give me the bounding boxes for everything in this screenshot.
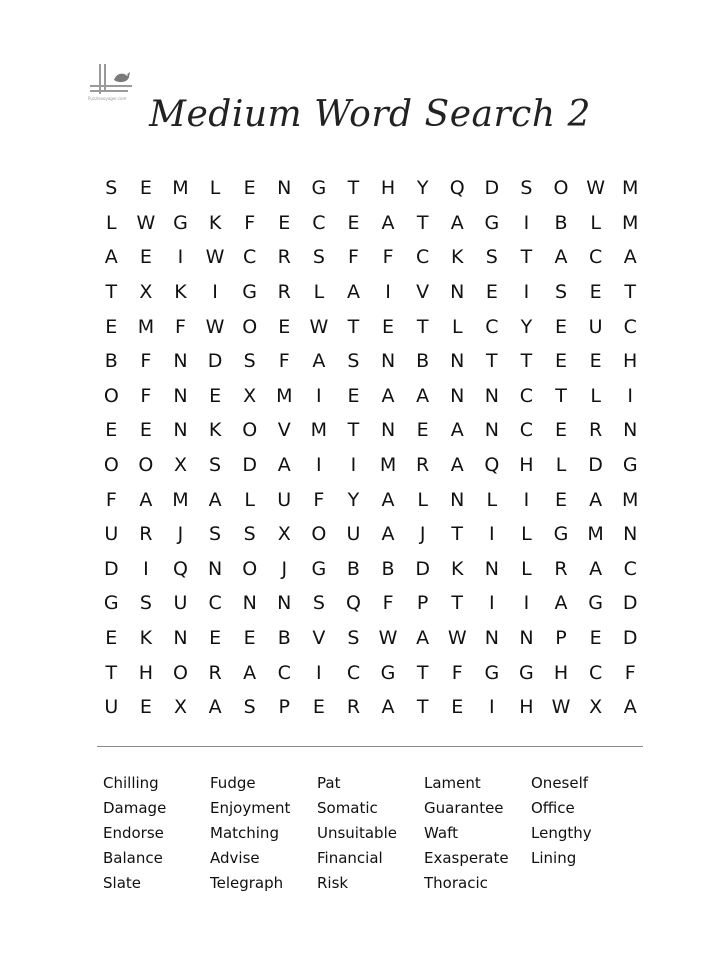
grid-cell[interactable]: E [209,627,222,650]
grid-cell[interactable]: R [589,419,603,442]
grid-cell[interactable]: N [450,488,465,511]
word-list-item: Lining [531,849,577,867]
grid-cell[interactable]: T [416,315,429,338]
grid-cell[interactable]: N [623,419,638,442]
divider [97,746,643,747]
word-list-item: Damage [103,799,167,817]
grid-cell[interactable]: E [589,350,602,373]
grid-cell[interactable]: I [143,557,149,580]
grid-cell[interactable]: D [588,454,603,477]
grid-cell[interactable]: Y [347,488,360,511]
grid-cell[interactable]: X [589,696,603,719]
grid-cell[interactable]: A [381,211,395,234]
grid-cell[interactable]: G [380,661,396,684]
grid-cell[interactable]: N [484,557,499,580]
grid-cell[interactable]: C [519,384,534,407]
word-list-item: Chilling [103,774,159,792]
grid-cell[interactable]: Y [520,315,533,338]
grid-cell[interactable]: L [521,557,532,580]
grid-cell[interactable]: G [311,177,327,200]
grid-cell[interactable]: E [278,211,291,234]
grid-cell[interactable]: H [553,661,569,684]
grid-cell[interactable]: A [277,454,291,477]
grid-cell[interactable]: N [450,350,465,373]
grid-cell[interactable]: F [382,592,394,615]
grid-cell[interactable]: T [105,661,118,684]
grid-cell[interactable]: N [519,627,534,650]
grid-cell[interactable]: L [590,211,601,234]
grid-cell[interactable]: U [588,315,603,338]
grid-cell[interactable]: D [622,627,638,650]
grid-cell[interactable]: O [242,315,258,338]
word-list-item: Oneself [531,774,589,792]
grid-cell[interactable]: F [451,661,463,684]
grid-cell[interactable]: N [484,384,499,407]
grid-cell[interactable]: C [588,246,603,269]
grid-cell[interactable]: L [521,523,532,546]
word-list-item: Thoracic [424,874,488,892]
word-list-item: Guarantee [424,799,504,817]
grid-cell[interactable]: L [244,488,255,511]
grid-cell[interactable]: X [243,384,257,407]
grid-cell[interactable]: E [105,627,118,650]
grid-cell[interactable]: W [136,211,156,234]
grid-cell[interactable]: E [278,315,291,338]
grid-cell[interactable]: I [316,384,322,407]
grid-cell[interactable]: L [486,488,498,511]
grid-cell[interactable]: F [175,315,186,338]
grid-cell[interactable]: M [622,488,639,511]
logo-text: Puzzlevoyager.com [88,96,127,101]
grid-cell[interactable]: F [140,350,152,373]
grid-cell[interactable]: I [385,281,391,304]
grid-cell[interactable]: M [172,177,189,200]
grid-cell[interactable]: F [244,211,256,234]
grid-cell[interactable]: A [450,419,464,442]
grid-cell[interactable]: W [586,177,605,200]
grid-cell[interactable]: T [486,350,498,373]
grid-cell[interactable]: L [417,488,428,511]
grid-cell[interactable]: C [243,246,257,269]
grid-cell[interactable]: E [347,384,360,407]
grid-cell[interactable]: N [484,627,499,650]
grid-cell[interactable]: K [208,419,222,442]
word-list-item: Lament [424,774,481,792]
grid-cell[interactable]: A [208,488,222,511]
word-list-item: Fudge [210,774,256,792]
grid-cell[interactable]: S [554,281,568,304]
grid-cell[interactable]: F [347,246,359,269]
grid-cell[interactable]: F [313,488,325,511]
grid-cell[interactable]: R [416,454,430,477]
grid-cell[interactable]: W [551,696,571,719]
grid-cell[interactable]: A [104,246,118,269]
grid-cell[interactable]: E [312,696,325,719]
grid-cell[interactable]: E [243,627,256,650]
grid-cell[interactable]: V [312,627,326,650]
grid-cell[interactable]: O [311,523,327,546]
grid-cell[interactable]: A [450,454,464,477]
grid-cell[interactable]: N [277,592,292,615]
grid-cell[interactable]: N [173,350,188,373]
grid-cell[interactable]: X [277,523,291,546]
grid-cell[interactable]: Y [416,177,429,200]
grid-cell[interactable]: R [139,523,153,546]
grid-cell[interactable]: H [519,454,534,477]
grid-cell[interactable]: S [347,350,360,373]
grid-cell[interactable]: I [212,281,218,304]
grid-cell[interactable]: R [277,246,291,269]
grid-cell[interactable]: E [485,281,498,304]
grid-cell[interactable]: E [347,211,360,234]
grid-cell[interactable]: S [243,350,256,373]
grid-cell[interactable]: S [105,177,118,200]
grid-cell[interactable]: O [173,661,188,684]
grid-cell[interactable]: A [554,246,568,269]
grid-cell[interactable]: T [347,177,360,200]
grid-cell[interactable]: A [589,488,603,511]
grid-cell[interactable]: E [139,696,152,719]
grid-cell[interactable]: X [173,454,187,477]
grid-cell[interactable]: N [173,627,188,650]
grid-cell[interactable]: A [416,627,430,650]
grid-cell[interactable]: E [139,246,152,269]
grid-cell[interactable]: K [208,211,222,234]
grid-cell[interactable]: T [624,281,636,304]
word-list-item: Lengthy [531,824,592,842]
grid-cell[interactable]: R [277,281,291,304]
grid-cell[interactable]: S [312,246,325,269]
grid-cell[interactable]: D [622,592,638,615]
grid-cell[interactable]: L [590,384,601,407]
grid-cell[interactable]: B [416,350,430,373]
grid-cell[interactable]: M [172,488,189,511]
grid-cell[interactable]: G [519,661,534,684]
grid-cell[interactable]: T [347,315,360,338]
grid-cell[interactable]: A [208,696,222,719]
word-list-item: Exasperate [424,849,509,867]
word-list-item: Waft [424,824,458,842]
grid-cell[interactable]: N [623,523,638,546]
grid-cell[interactable]: E [555,315,568,338]
grid-cell[interactable]: E [243,177,256,200]
grid-cell[interactable]: R [346,696,361,719]
word-list-item [531,871,638,896]
grid-cell[interactable]: C [588,661,603,684]
grid-cell[interactable]: W [309,315,329,338]
word-list-item: Matching [210,824,279,842]
grid-cell[interactable]: E [589,281,602,304]
word-list-item: Slate [103,874,141,892]
grid-cell[interactable]: L [451,315,463,338]
grid-cell[interactable]: H [519,696,534,719]
grid-cell[interactable]: K [174,281,187,304]
grid-cell[interactable]: T [555,384,567,407]
grid-cell[interactable]: A [381,488,395,511]
grid-cell[interactable]: H [138,661,154,684]
grid-cell[interactable]: F [382,246,394,269]
grid-cell[interactable]: E [589,627,602,650]
grid-cell[interactable]: P [278,696,290,719]
word-list-item: Somatic [317,799,378,817]
grid-cell[interactable]: W [205,246,225,269]
grid-cell[interactable]: X [173,696,187,719]
grid-cell[interactable]: J [419,523,426,546]
grid-cell[interactable]: C [416,246,430,269]
grid-cell[interactable]: G [622,454,638,477]
grid-cell[interactable]: O [138,454,154,477]
grid-cell[interactable]: E [105,315,118,338]
grid-cell[interactable]: D [415,557,430,580]
grid-cell[interactable]: G [588,592,603,615]
grid-cell[interactable]: S [243,696,256,719]
grid-cell[interactable]: D [484,177,500,200]
grid-cell[interactable]: C [208,592,222,615]
grid-cell[interactable]: J [177,523,184,546]
grid-cell[interactable]: A [589,557,603,580]
grid-cell[interactable]: T [451,523,464,546]
grid-cell[interactable]: O [103,454,119,477]
word-list-item: Financial [317,849,383,867]
grid-cell[interactable]: S [312,592,325,615]
grid-cell[interactable]: H [380,177,396,200]
grid-cell[interactable]: E [209,384,222,407]
grid-cell[interactable]: E [451,696,464,719]
grid-cell[interactable]: E [555,488,568,511]
grid-cell[interactable]: A [139,488,153,511]
grid-cell[interactable]: F [278,350,290,373]
word-list-item: Risk [317,874,349,892]
grid-cell[interactable]: M [276,384,293,407]
grid-cell[interactable]: T [416,661,429,684]
grid-cell[interactable]: A [381,523,395,546]
grid-cell[interactable]: M [137,315,155,338]
grid-cell[interactable]: F [105,488,117,511]
grid-cell[interactable]: K [451,246,464,269]
grid-cell[interactable]: L [106,211,117,234]
grid-cell[interactable]: L [209,177,221,200]
grid-cell[interactable]: U [346,523,361,546]
grid-cell[interactable]: F [624,661,636,684]
grid-cell[interactable]: H [623,350,638,373]
grid-cell[interactable]: V [416,281,430,304]
grid-cell[interactable]: B [277,627,291,650]
grid-cell[interactable]: M [310,419,328,442]
grid-cell[interactable]: G [484,661,500,684]
grid-cell[interactable]: U [104,696,119,719]
grid-cell[interactable]: G [311,557,327,580]
grid-cell[interactable]: C [485,315,499,338]
grid-cell[interactable]: E [416,419,429,442]
grid-cell[interactable]: O [242,419,258,442]
grid-cell[interactable]: I [316,454,322,477]
grid-cell[interactable]: N [242,592,257,615]
grid-cell[interactable]: F [140,384,152,407]
grid-cell[interactable]: N [207,557,223,580]
grid-cell[interactable]: R [208,661,222,684]
grid-cell[interactable]: C [346,661,361,684]
grid-cell[interactable]: C [623,557,637,580]
grid-cell[interactable]: A [623,696,637,719]
grid-cell[interactable]: A [312,350,326,373]
word-list-item: Telegraph [210,874,284,892]
grid-cell[interactable]: I [489,696,495,719]
grid-cell[interactable]: G [103,592,119,615]
grid-cell[interactable]: Q [449,177,465,200]
word-list-item: Advise [210,849,260,867]
grid-cell[interactable]: I [316,661,322,684]
grid-cell[interactable]: V [277,419,291,442]
word-list-item: Balance [103,849,163,867]
grid-cell[interactable]: T [520,246,533,269]
grid-cell[interactable]: K [451,557,464,580]
grid-cell[interactable]: S [209,454,222,477]
grid-cell[interactable]: N [380,419,396,442]
grid-cell[interactable]: D [207,350,223,373]
grid-cell[interactable]: A [450,211,464,234]
grid-cell[interactable]: Q [173,557,188,580]
grid-cell[interactable]: O [242,557,258,580]
grid-cell[interactable]: N [173,384,188,407]
grid-cell[interactable]: N [450,281,465,304]
grid-cell[interactable]: M [622,211,639,234]
grid-cell[interactable]: M [379,454,397,477]
grid-cell[interactable]: E [139,419,152,442]
grid-cell[interactable]: G [553,523,569,546]
grid-cell[interactable]: T [416,211,429,234]
grid-cell[interactable]: G [484,211,500,234]
grid-cell[interactable]: N [380,350,396,373]
grid-cell[interactable]: Q [345,592,361,615]
grid-cell[interactable]: B [381,557,395,580]
word-list-item: Unsuitable [317,824,397,842]
grid-cell[interactable]: D [103,557,119,580]
grid-cell[interactable]: E [555,419,568,442]
grid-cell[interactable]: I [627,384,633,407]
word-list-item: Endorse [103,824,164,842]
grid-cell[interactable]: S [485,246,498,269]
grid-cell[interactable]: N [450,384,465,407]
grid-cell[interactable]: N [173,419,188,442]
grid-cell[interactable]: X [139,281,153,304]
grid-cell[interactable]: D [242,454,257,477]
grid-cell[interactable]: S [209,523,222,546]
grid-cell[interactable]: C [623,315,637,338]
grid-cell[interactable]: E [139,177,152,200]
grid-cell[interactable]: S [243,523,256,546]
grid-cell[interactable]: R [554,557,568,580]
bird-on-frame-icon [88,62,140,98]
grid-cell[interactable]: T [416,696,429,719]
grid-cell[interactable]: E [105,419,118,442]
grid-cell[interactable]: N [484,419,499,442]
grid-cell[interactable]: I [523,488,530,511]
grid-cell[interactable]: E [382,315,395,338]
grid-cell[interactable]: M [587,523,604,546]
grid-cell[interactable]: C [519,419,534,442]
word-list [103,771,638,896]
grid-cell[interactable]: L [555,454,567,477]
puzzle-title: Medium Word Search 2 [149,94,591,135]
grid-cell[interactable]: B [346,557,360,580]
grid-cell[interactable]: G [242,281,258,304]
grid-cell[interactable]: A [243,661,257,684]
grid-cell[interactable]: I [523,281,530,304]
grid-cell[interactable]: I [177,246,184,269]
grid-cell[interactable]: C [277,661,291,684]
grid-cell[interactable]: A [346,281,360,304]
grid-cell[interactable]: G [173,211,188,234]
grid-cell[interactable]: J [281,557,288,580]
grid-cell[interactable]: T [105,281,118,304]
grid-cell[interactable]: P [555,627,567,650]
grid-cell[interactable]: N [277,177,292,200]
grid-cell[interactable]: O [553,177,569,200]
grid-cell[interactable]: L [313,281,325,304]
grid-cell[interactable]: B [104,350,118,373]
grid-cell[interactable]: S [347,627,360,650]
grid-cell[interactable]: I [489,523,495,546]
grid-cell[interactable]: U [104,523,119,546]
grid-cell[interactable]: T [451,592,464,615]
word-list-item: Enjoyment [210,799,291,817]
grid-cell[interactable]: I [350,454,357,477]
grid-cell[interactable]: A [623,246,637,269]
grid-cell[interactable]: I [489,592,495,615]
grid-cell[interactable]: U [173,592,188,615]
word-list-item: Pat [317,774,341,792]
grid-cell[interactable]: S [139,592,152,615]
grid-cell[interactable]: C [312,211,326,234]
grid-cell[interactable]: I [523,592,530,615]
grid-cell[interactable]: W [205,315,225,338]
grid-cell[interactable]: O [103,384,119,407]
grid-cell[interactable]: E [555,350,568,373]
grid-cell[interactable]: M [622,177,639,200]
grid-cell[interactable]: A [416,384,430,407]
grid-cell[interactable]: B [554,211,568,234]
grid-cell[interactable]: P [416,592,429,615]
grid-cell[interactable]: A [554,592,568,615]
grid-cell[interactable]: U [277,488,292,511]
grid-cell[interactable]: S [520,177,533,200]
grid-cell[interactable]: W [378,627,398,650]
grid-cell[interactable]: T [520,350,533,373]
letter-grid [94,171,648,725]
grid-cell[interactable]: A [381,696,395,719]
grid-cell[interactable]: T [347,419,360,442]
grid-cell[interactable]: A [381,384,395,407]
grid-cell[interactable]: Q [484,454,500,477]
grid-cell[interactable]: I [523,211,530,234]
grid-cell[interactable]: W [447,627,467,650]
grid-cell[interactable]: K [139,627,153,650]
word-list-item: Office [531,799,575,817]
